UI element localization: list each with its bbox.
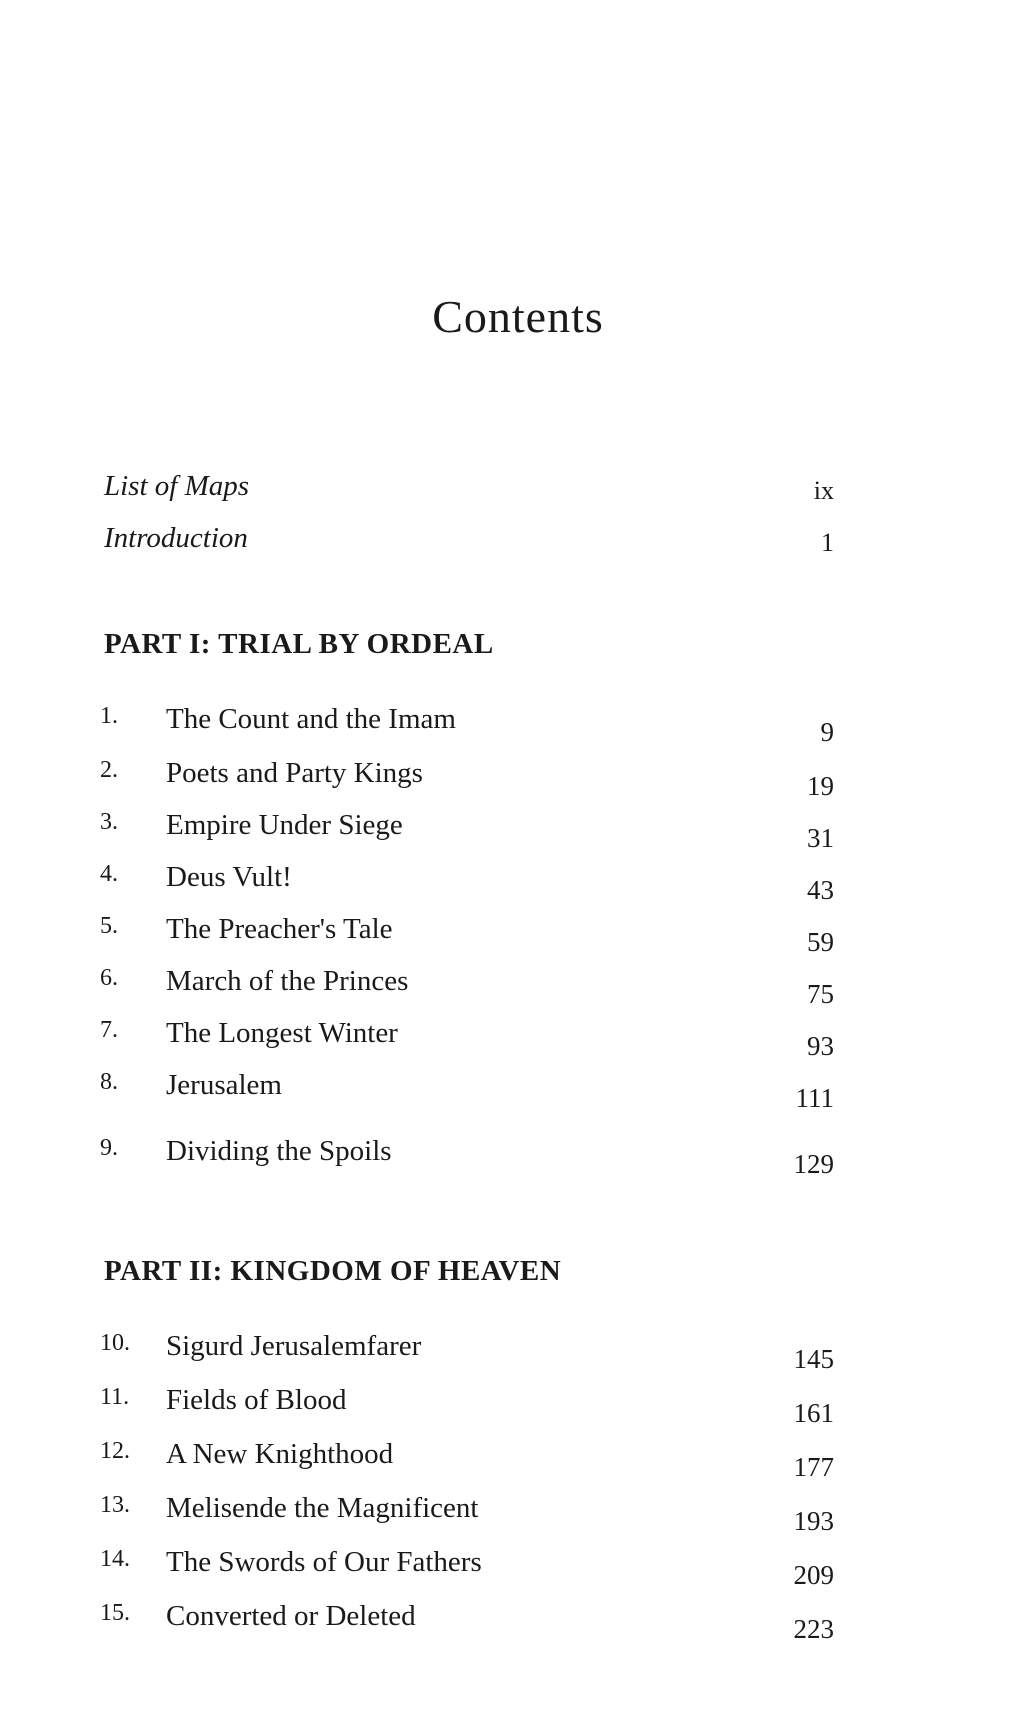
chapter-title: March of the Princes	[166, 965, 409, 997]
page-number: 193	[793, 1506, 834, 1536]
chapter-number: 1.	[100, 703, 118, 729]
page-number: 111	[795, 1083, 834, 1113]
chapter-title: Empire Under Siege	[166, 809, 403, 841]
page-number: 161	[793, 1398, 834, 1428]
chapter-number: 10.	[100, 1330, 130, 1356]
page-number: 93	[807, 1031, 834, 1061]
entry-title: Introduction	[104, 522, 248, 554]
front-matter-entry[interactable]	[104, 522, 834, 555]
page-number: 31	[807, 823, 834, 853]
entry-title: List of Maps	[104, 470, 250, 502]
page-number: 209	[793, 1560, 834, 1590]
page-number: 177	[793, 1452, 834, 1482]
chapter-title: A New Knighthood	[166, 1438, 394, 1470]
chapter-number: 15.	[100, 1600, 130, 1626]
page-number: ix	[813, 476, 834, 505]
page-number: 19	[807, 771, 834, 801]
chapter-number: 13.	[100, 1492, 130, 1518]
chapter-number: 3.	[100, 809, 118, 835]
chapter-number: 11.	[100, 1384, 130, 1410]
chapter-title: The Swords of Our Fathers	[166, 1546, 482, 1578]
chapter-number: 8.	[100, 1069, 118, 1095]
chapter-title: The Count and the Imam	[166, 703, 456, 735]
page-number: 43	[807, 875, 834, 905]
chapter-title: Melisende the Magnificent	[166, 1492, 479, 1524]
chapter-title: Sigurd Jerusalemfarer	[166, 1330, 422, 1362]
chapter-number: 9.	[100, 1135, 118, 1161]
page-number: 223	[793, 1614, 834, 1644]
page-number: 145	[793, 1344, 834, 1374]
chapter-number: 12.	[100, 1438, 130, 1464]
chapter-title: Dividing the Spoils	[166, 1135, 392, 1167]
chapter-number: 2.	[100, 757, 118, 783]
chapter-number: 14.	[100, 1546, 130, 1572]
part-heading: PART I: TRIAL BY ORDEAL	[104, 628, 494, 660]
page-number: 1	[821, 528, 834, 557]
page-number: 129	[793, 1149, 834, 1179]
chapter-title: The Longest Winter	[166, 1017, 398, 1049]
chapter-title: Poets and Party Kings	[166, 757, 423, 789]
page-number: 75	[807, 979, 834, 1009]
part-heading: PART II: KINGDOM OF HEAVEN	[104, 1255, 562, 1287]
chapter-title: Converted or Deleted	[166, 1600, 416, 1632]
chapter-title: Deus Vult!	[166, 861, 292, 893]
page-title: Contents	[432, 291, 604, 342]
chapter-title: Jerusalem	[166, 1069, 282, 1101]
chapter-number: 5.	[100, 913, 118, 939]
chapter-number: 7.	[100, 1017, 118, 1043]
page-number: 9	[820, 717, 834, 747]
chapter-number: 6.	[100, 965, 118, 991]
chapter-title: Fields of Blood	[166, 1384, 347, 1416]
page-number: 59	[807, 927, 834, 957]
chapter-number: 4.	[100, 861, 118, 887]
chapter-title: The Preacher's Tale	[166, 913, 393, 945]
front-matter-entry[interactable]	[104, 470, 834, 503]
